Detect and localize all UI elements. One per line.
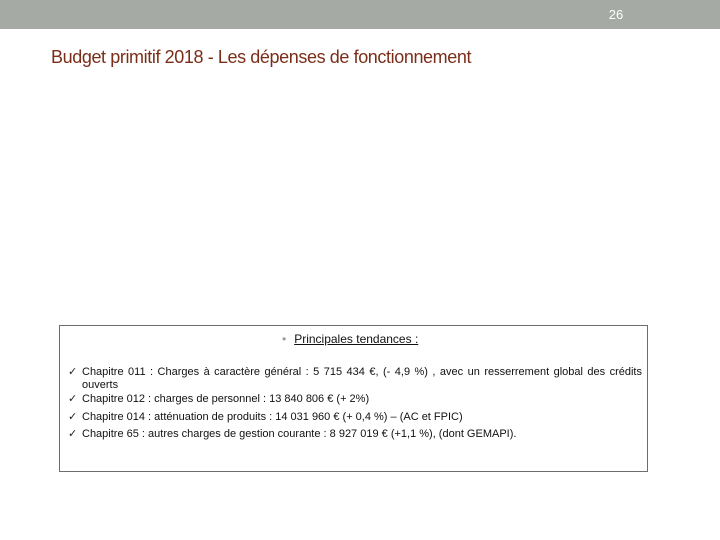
trends-box	[59, 325, 648, 472]
checkmark-icon: ✓	[68, 393, 78, 405]
list-item	[68, 411, 642, 424]
list-item	[68, 393, 642, 406]
checkmark-icon: ✓	[68, 428, 78, 440]
list-item-text: Chapitre 014 : atténuation de produits : 14 031 960 € (+ 0,4 %) – (AC et FPIC)	[82, 410, 463, 423]
list-item-text: Chapitre 011 : Charges à caractère général : 5 715 434 €, (- 4,9 %) , avec un resserrement global des crédits ouverts	[82, 366, 642, 391]
list-item	[68, 366, 642, 391]
top-bar	[0, 0, 720, 29]
chapter-list	[68, 366, 642, 446]
list-item-text: Chapitre 65 : autres charges de gestion courante : 8 927 019 € (+1,1 %), (dont GEMAPI).	[82, 428, 517, 440]
checkmark-icon: ✓	[68, 366, 78, 378]
page-number: 26	[608, 7, 624, 22]
heading-bullet: •	[282, 332, 287, 346]
checkmark-icon: ✓	[68, 410, 78, 423]
list-item-text: Chapitre 012 : charges de personnel : 13 840 806 € (+ 2%)	[82, 393, 370, 405]
heading-text: Principales tendances :	[294, 332, 419, 346]
section-heading	[282, 332, 418, 346]
slide-title: Budget primitif 2018 - Les dépenses de fonctionnement	[51, 47, 472, 67]
list-item	[68, 428, 642, 441]
